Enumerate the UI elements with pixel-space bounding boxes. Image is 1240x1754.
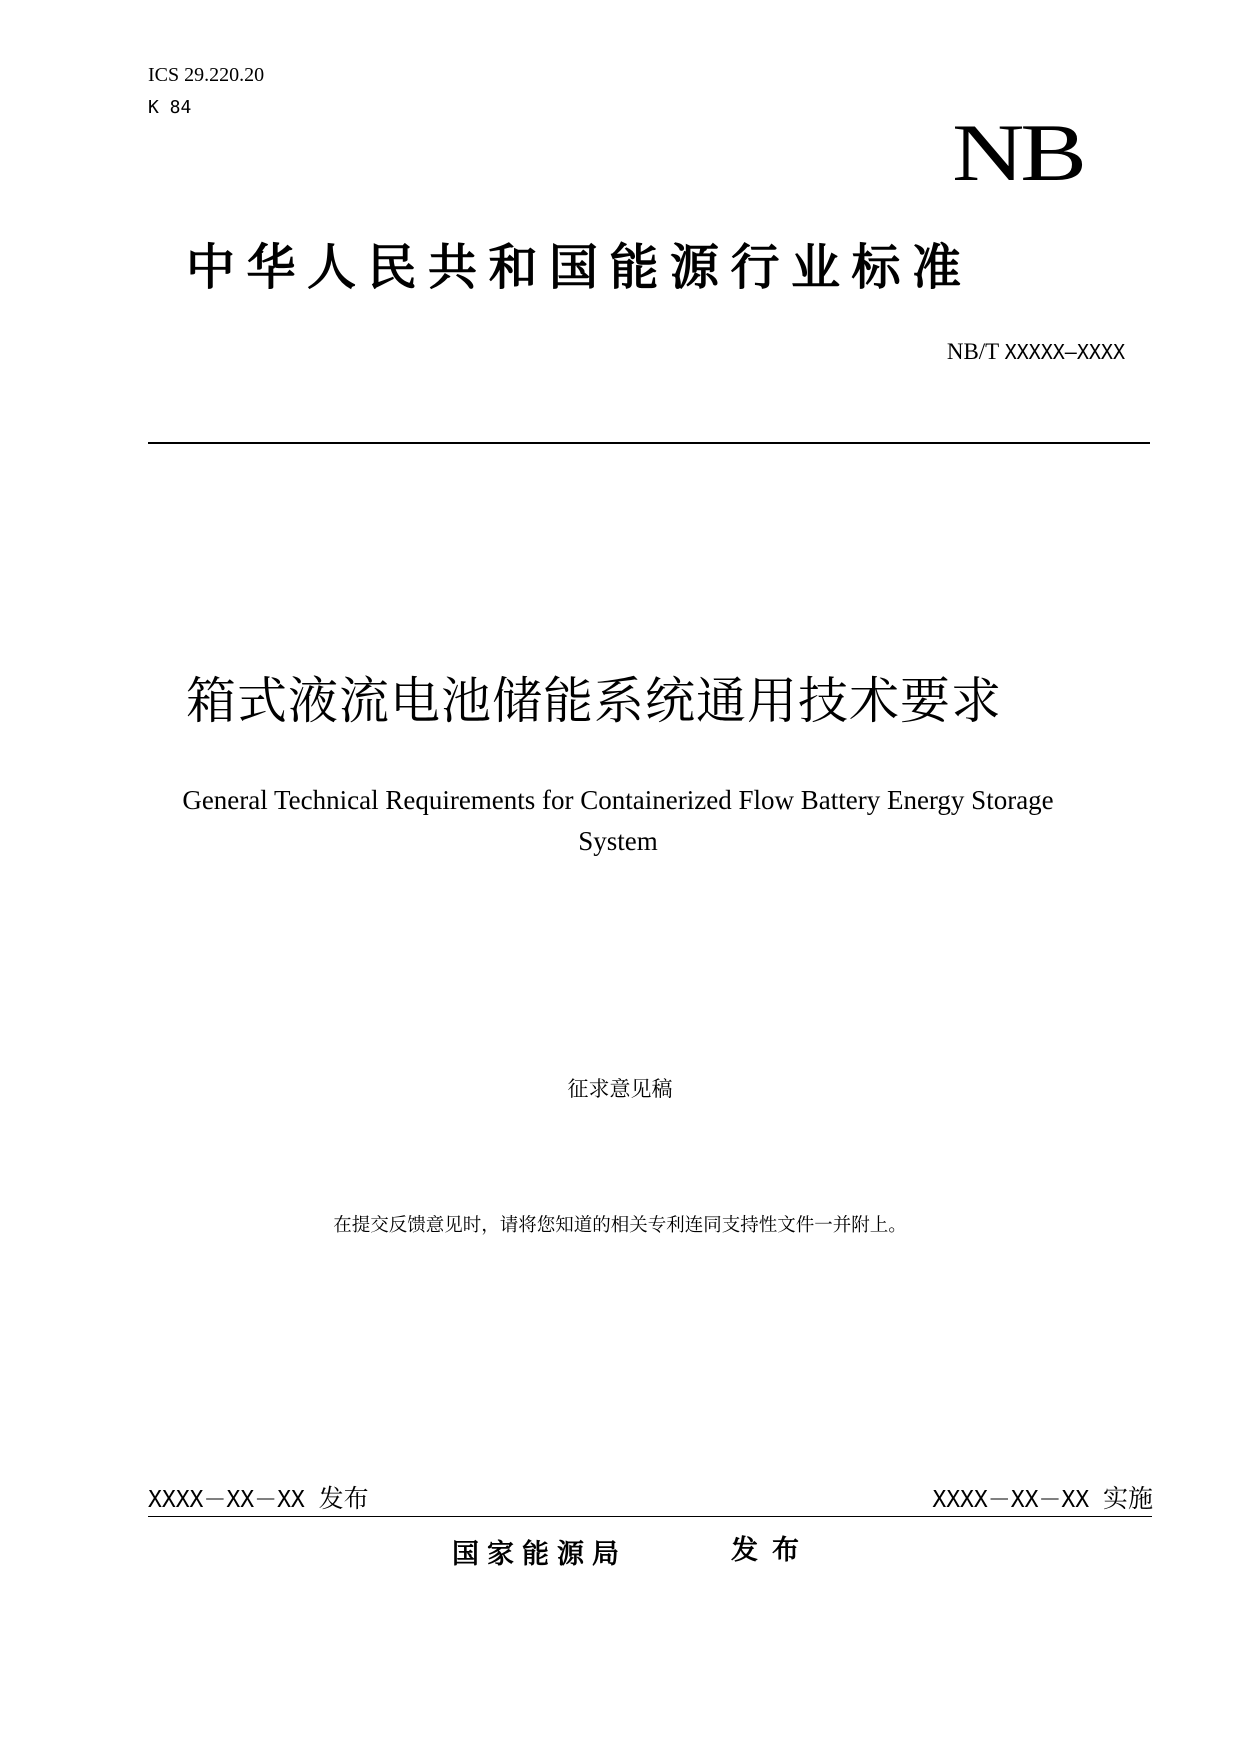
implement-date-value: XXXX－XX－XX [932,1487,1090,1513]
standard-number-value: XXXXX—XXXX [1004,340,1125,364]
org-title: 中华人民共和国能源行业标准 [186,239,973,296]
ics-code: ICS 29.220.20 [148,64,265,86]
document-title-en: General Technical Requirements for Containerized Flow Battery Energy Storage System [182,785,1054,856]
standard-number [947,338,1125,366]
implement-label: 实施 [1102,1484,1153,1513]
nb-logo: NB [952,107,1083,199]
draft-status [0,1075,1240,1103]
header-divider [148,442,1150,444]
document-title-cn: 箱式液流电池储能系统通用技术要求 [186,672,1002,730]
publish-date [148,1484,369,1515]
draft-status-label: 征求意见稿 [567,1077,673,1101]
patent-notice: 在提交反馈意见时，请将您知道的相关专利连同支持性文件一并附上。 [333,1215,907,1236]
ccs-code: K 84 [148,97,192,118]
publish-label: 发布 [318,1484,369,1513]
publish-date-value: XXXX－XX－XX [148,1487,305,1513]
implement-date [932,1484,1153,1515]
issuer-name: 国家能源局 [452,1539,627,1570]
footer-divider [148,1516,1152,1517]
issuer-action: 发布 [731,1535,813,1566]
standard-number-prefix: NB/T [946,339,1005,364]
